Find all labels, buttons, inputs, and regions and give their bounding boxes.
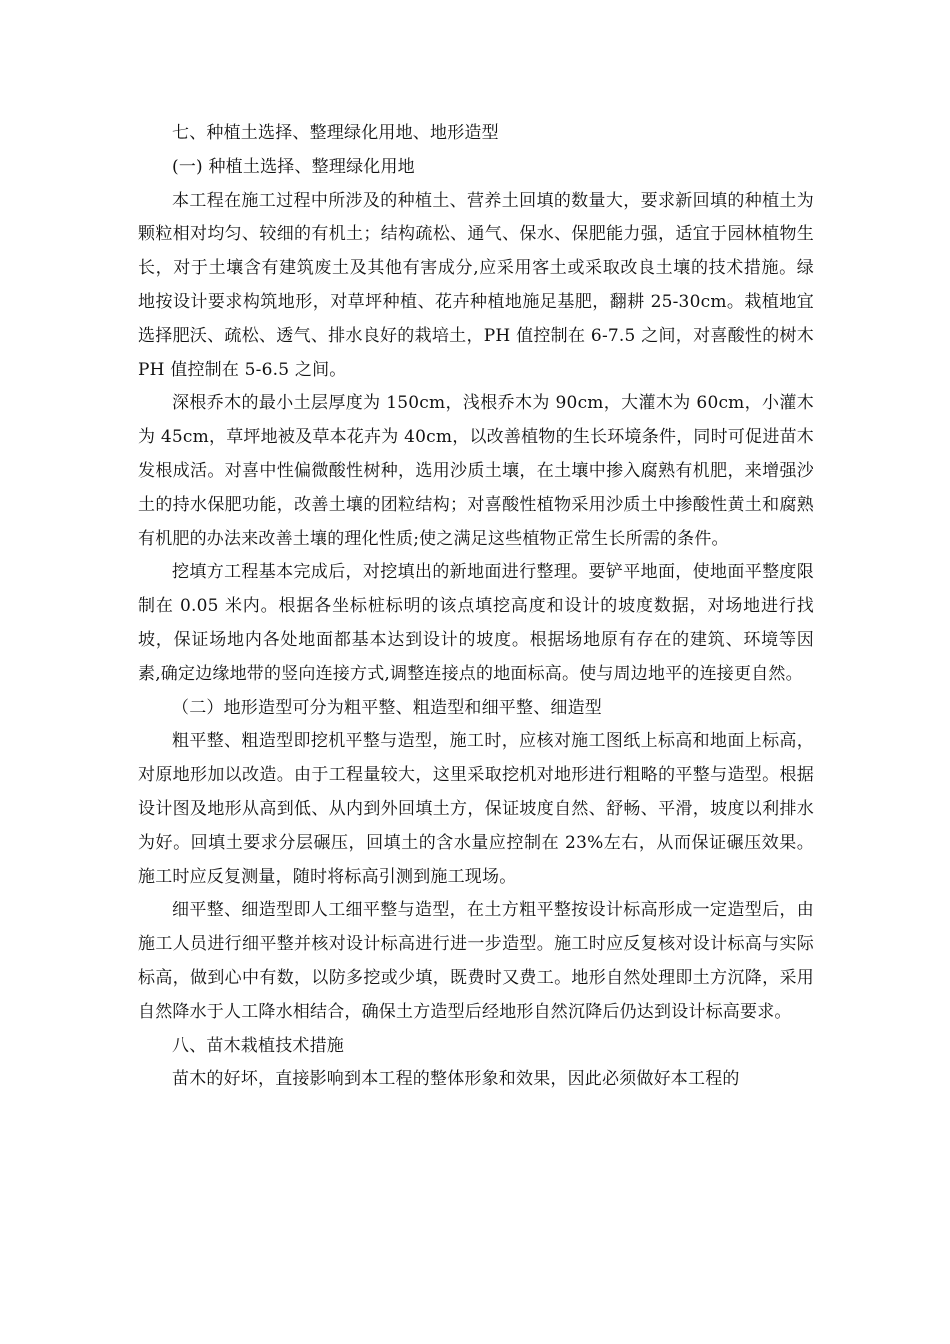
section-heading-7: 七、种植土选择、整理绿化用地、地形造型 <box>172 123 499 143</box>
subsection-heading-1: (一) 种植土选择、整理绿化用地 <box>172 156 415 177</box>
paragraph-fine-grading: 细平整、细造型即人工细平整与造型，在土方粗平整按设计标高形成一定造型后，由施工人员进行细平整并核对设计标高进行进一步造型。施工时应反复核对设计标高与实际标高，做到心中有数，以防多挖或少填，既费时又费工。地形自然处理即土方沉降，采用自然降水于人工降水相结合，确保土方造型后经地形自然沉降后仍达到设计标高要求。 <box>138 900 814 1022</box>
paragraph-planting-soil: 本工程在施工过程中所涉及的种植土、营养土回填的数量大，要求新回填的种植土为颗粒相对均匀、较细的有机土；结构疏松、通气、保水、保肥能力强，适宜于园林植物生长，对于土壤含有建筑废土及其他有害成分,应采用客土或采取改良土壤的技术措施。绿地按设计要求构筑地形，对草坪种植、花卉种植地施足基肥，翻耕 25-30cm。栽植地宜选择肥沃、疏松、透气、排水良好的栽培土，PH 值控制在 6-7.5 之间，对喜酸性的树木 PH 值控制在 5-6.5 之间。 <box>138 190 814 380</box>
document-body <box>138 117 814 1097</box>
paragraph-rough-grading: 粗平整、粗造型即挖机平整与造型，施工时，应核对施工图纸上标高和地面上标高，对原地形加以改造。由于工程量较大，这里采取挖机对地形进行粗略的平整与造型。根据设计图及地形从高到低、从内到外回填土方，保证坡度自然、舒畅、平滑，坡度以利排水为好。回填土要求分层碾压，回填土的含水量应控制在 23%左右，从而保证碾压效果。施工时应反复测量，随时将标高引测到施工现场。 <box>138 731 814 887</box>
paragraph-seedlings: 苗木的好坏，直接影响到本工程的整体形象和效果，因此必须做好本工程的 <box>172 1069 740 1090</box>
paragraph-soil-depth: 深根乔木的最小土层厚度为 150cm，浅根乔木为 90cm，大灌木为 60cm，小灌木为 45cm，草坪地被及草本花卉为 40cm，以改善植物的生长环境条件，同时可促进苗木发根成活。对喜中性偏微酸性树种，选用沙质土壤，在土壤中掺入腐熟有机肥，来增强沙土的持水保肥功能，改善土壤的团粒结构；对喜酸性植物采用沙质土中掺酸性黄土和腐熟有机肥的办法来改善土壤的理化性质;使之满足这些植物正常生长所需的条件。 <box>138 393 814 549</box>
paragraph-ground-leveling: 挖填方工程基本完成后，对挖填出的新地面进行整理。要铲平地面，使地面平整度限制在 0.05 米内。根据各坐标桩标明的该点填挖高度和设计的坡度数据，对场地进行找坡，保证场地内各处地面都基本达到设计的坡度。根据场地原有存在的建筑、环境等因素,确定边缘地带的竖向连接方式,调整连接点的地面标高。使与周边地平的连接更自然。 <box>138 562 814 684</box>
section-heading-8: 八、苗木栽植技术措施 <box>172 1035 344 1056</box>
subsection-heading-2: （二）地形造型可分为粗平整、粗造型和细平整、细造型 <box>172 697 602 718</box>
